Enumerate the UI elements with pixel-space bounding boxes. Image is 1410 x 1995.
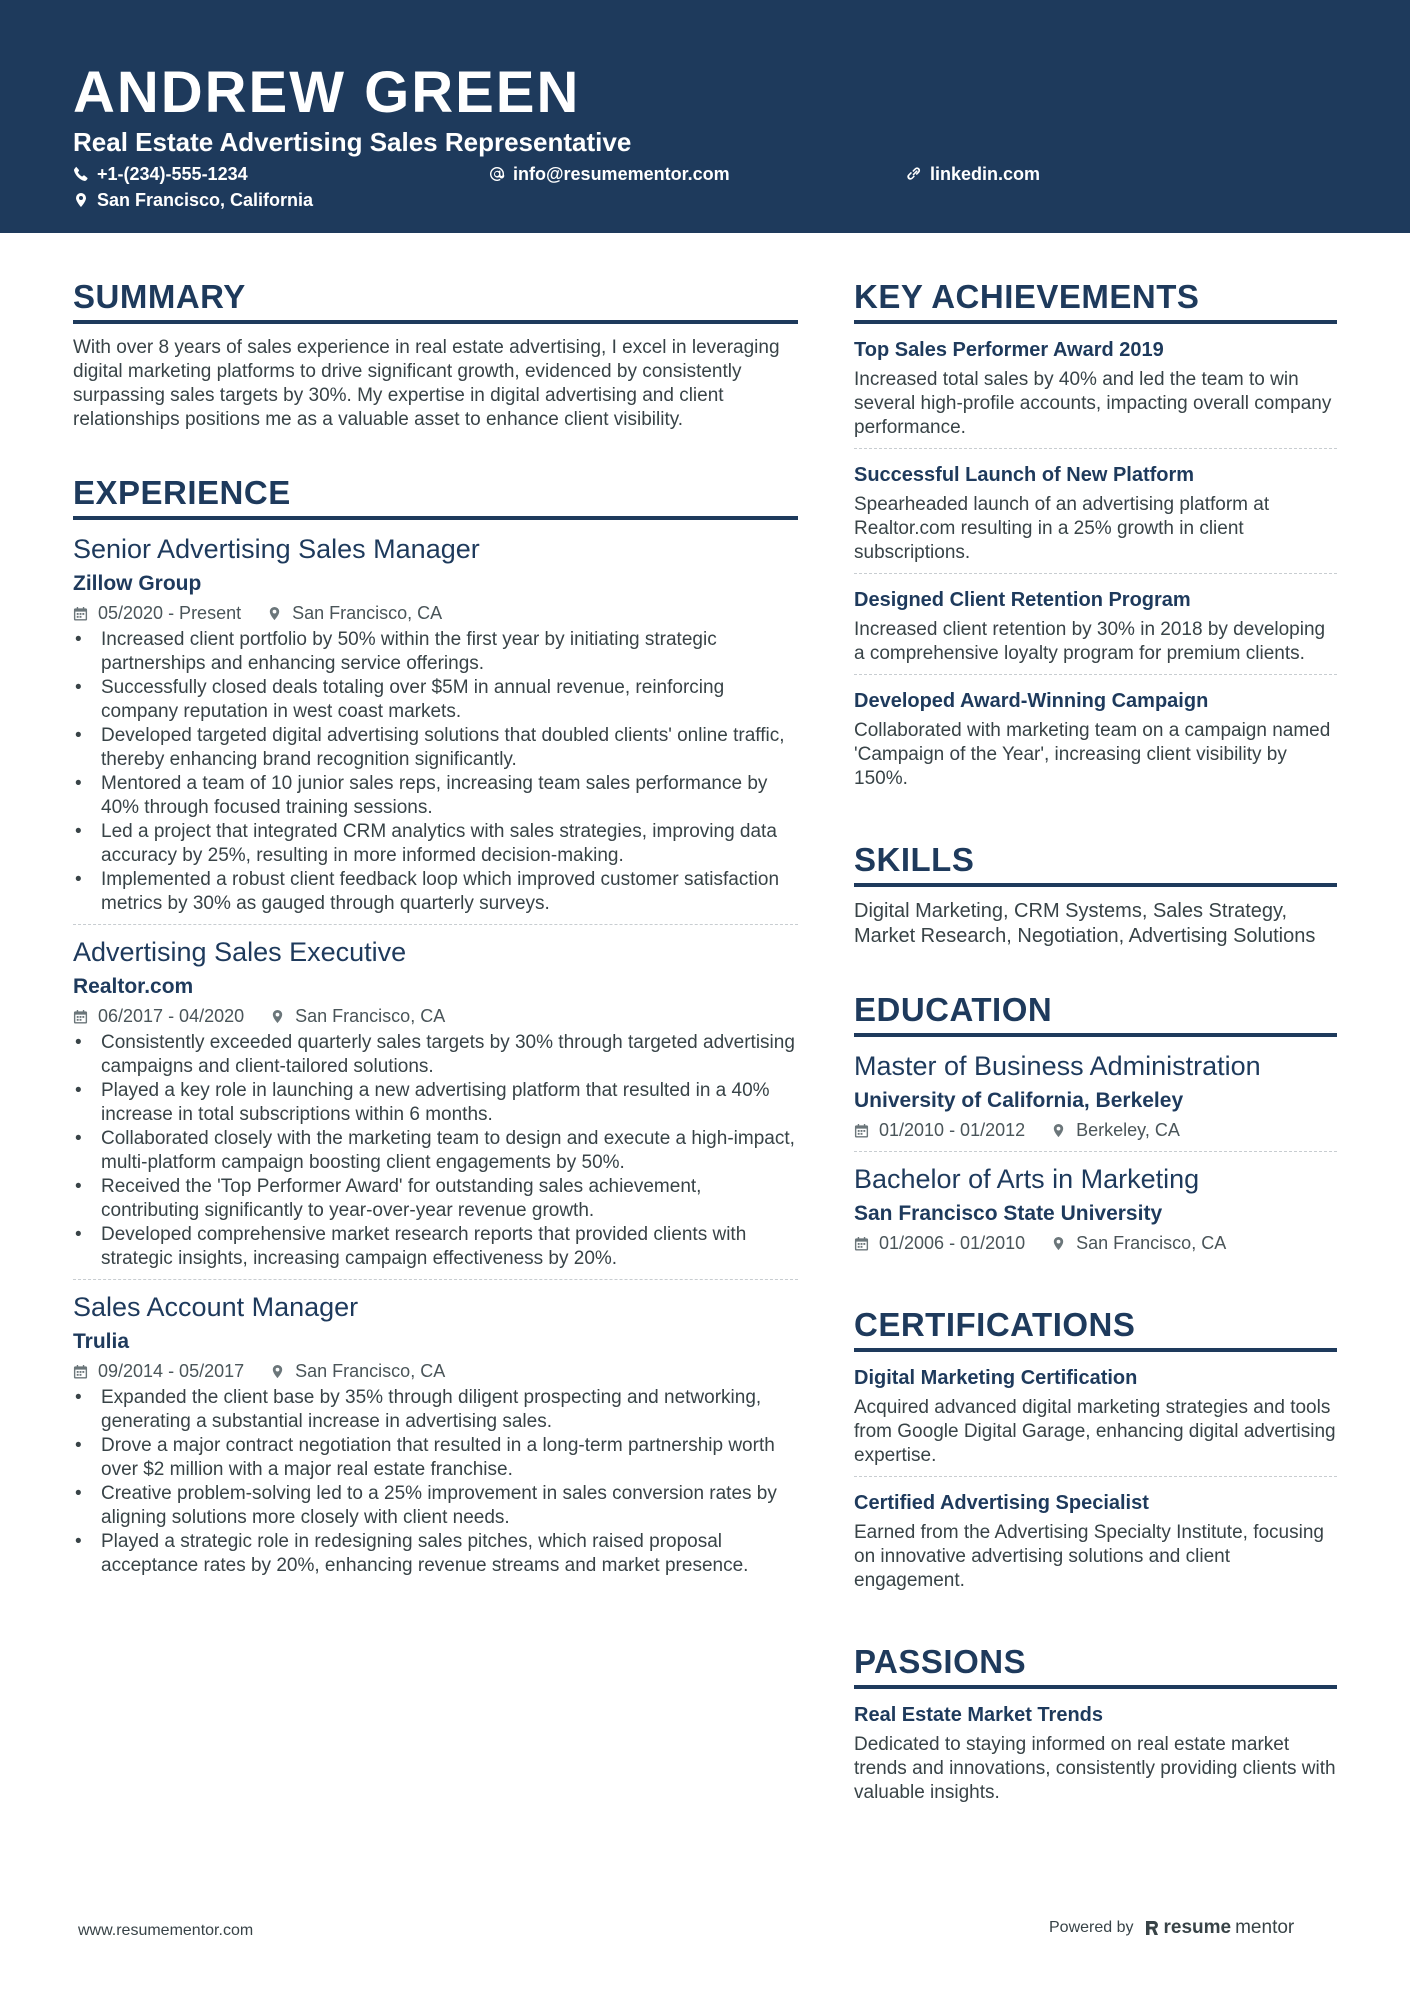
job-title: Sales Account Manager bbox=[73, 1292, 359, 1322]
skills-heading: SKILLS bbox=[854, 839, 1337, 887]
footer-website[interactable]: www.resumementor.com bbox=[78, 1922, 254, 1939]
achievement-desc: Increased client retention by 30% in 2018 by developing a comprehensive loyalty program for premium clients. bbox=[854, 619, 1326, 664]
skills-text: Digital Marketing, CRM Systems, Sales Strategy, Market Research, Negotiation, Advertising Solutions bbox=[854, 900, 1316, 947]
calendar-icon bbox=[73, 606, 88, 621]
location-pin-icon bbox=[267, 606, 282, 621]
certification-title: Certified Advertising Specialist bbox=[854, 1492, 1149, 1514]
achievement-desc: Spearheaded launch of an advertising platform at Realtor.com resulting in a 25% growth in client subscriptions. bbox=[854, 494, 1270, 563]
achievement-title: Developed Award-Winning Campaign bbox=[854, 690, 1209, 712]
job-meta bbox=[73, 1358, 798, 1384]
passion-title: Real Estate Market Trends bbox=[854, 1704, 1103, 1726]
bullet-item: • Increased client portfolio by 50% within the first year by initiating strategic partnerships and enhancing service offerings. bbox=[73, 628, 798, 676]
bullet-item: • Played a strategic role in redesigning sales pitches, which raised proposal acceptance rates by 20%, enhancing revenue streams and market presence. bbox=[73, 1530, 798, 1578]
candidate-name: ANDREW GREEN bbox=[73, 60, 581, 125]
education-dates: 01/2006 - 01/2010 bbox=[879, 1233, 1026, 1253]
job-entry bbox=[73, 532, 798, 925]
summary-text: With over 8 years of sales experience in real estate advertising, I excel in leveraging digital marketing platforms to drive significant growth, evidenced by consistently surpassing sales targets by 30%. My expertise in digital advertising and client relationships positions me as a valuable asset to enhance client visibility. bbox=[73, 337, 780, 430]
bullet-item: • Collaborated closely with the marketing team to design and execute a high-impact, multi-platform campaign boosting client engagements by 50%. bbox=[73, 1127, 798, 1175]
bullet-item: • Developed targeted digital advertising solutions that doubled clients' online traffic, thereby enhancing brand recognition significantly. bbox=[73, 724, 798, 772]
school-name: University of California, Berkeley bbox=[854, 1089, 1184, 1112]
education-dates: 01/2010 - 01/2012 bbox=[879, 1120, 1026, 1140]
achievement-title: Top Sales Performer Award 2019 bbox=[854, 339, 1164, 361]
bullet-item: • Implemented a robust client feedback loop which improved customer satisfaction metrics by 30% as gauged through quarterly surveys. bbox=[73, 868, 798, 916]
bullet-item: • Successfully closed deals totaling over $5M in annual revenue, reinforcing company reputation in west coast markets. bbox=[73, 676, 798, 724]
resume-header bbox=[0, 0, 1410, 233]
contact-email[interactable] bbox=[489, 162, 730, 186]
bullet-item: • Played a key role in launching a new advertising platform that resulted in a 40% increase in total subscriptions within 6 months. bbox=[73, 1079, 798, 1127]
candidate-title: Real Estate Advertising Sales Representative bbox=[73, 127, 632, 157]
job-dates: 05/2020 - Present bbox=[98, 603, 242, 623]
achievements-heading: KEY ACHIEVEMENTS bbox=[854, 276, 1337, 324]
bullet-item: • Drove a major contract negotiation that resulted in a long-term partnership worth over $2 million with a major real estate franchise. bbox=[73, 1434, 798, 1482]
passions-section bbox=[854, 1641, 1337, 1813]
linkedin-text: linkedin.com bbox=[930, 164, 1041, 184]
company-name: Realtor.com bbox=[73, 975, 194, 998]
brand-mark-icon bbox=[1144, 1919, 1160, 1937]
calendar-icon bbox=[73, 1009, 88, 1024]
skills-section bbox=[854, 839, 1337, 949]
achievement-desc: Increased total sales by 40% and led the team to win several high-profile accounts, impacting overall company performance. bbox=[854, 369, 1332, 438]
certification-item bbox=[854, 1364, 1337, 1477]
education-meta bbox=[854, 1117, 1337, 1143]
job-location: San Francisco, CA bbox=[295, 1361, 446, 1381]
education-meta bbox=[854, 1230, 1337, 1256]
location-pin-icon bbox=[270, 1364, 285, 1379]
powered-by-text: Powered by bbox=[1049, 1919, 1134, 1936]
brand-name-light: mentor bbox=[1235, 1917, 1295, 1938]
degree-title: Master of Business Administration bbox=[854, 1051, 1261, 1081]
footer-branding bbox=[1049, 1916, 1294, 1940]
job-dates: 09/2014 - 05/2017 bbox=[98, 1361, 245, 1381]
location-pin-icon bbox=[270, 1009, 285, 1024]
passion-item bbox=[854, 1701, 1337, 1813]
location-pin-icon bbox=[1051, 1123, 1066, 1138]
bullet-item: • Creative problem-solving led to a 25% improvement in sales conversion rates by aligning solutions more closely with client needs. bbox=[73, 1482, 798, 1530]
job-entry bbox=[73, 935, 798, 1280]
summary-heading: SUMMARY bbox=[73, 276, 798, 324]
bullet-item: • Consistently exceeded quarterly sales targets by 30% through targeted advertising campaigns and client-tailored solutions. bbox=[73, 1031, 798, 1079]
right-column bbox=[854, 276, 1337, 1853]
at-icon bbox=[489, 166, 505, 182]
contact-location bbox=[73, 188, 313, 212]
certification-item bbox=[854, 1489, 1337, 1601]
school-name: San Francisco State University bbox=[854, 1202, 1163, 1225]
location-text: San Francisco, California bbox=[97, 190, 314, 210]
phone-text: +1-(234)-555-1234 bbox=[97, 164, 248, 184]
summary-section bbox=[73, 276, 798, 432]
calendar-icon bbox=[73, 1364, 88, 1379]
job-entry bbox=[73, 1290, 798, 1586]
degree-title: Bachelor of Arts in Marketing bbox=[854, 1164, 1200, 1194]
location-pin-icon bbox=[73, 192, 89, 208]
calendar-icon bbox=[854, 1123, 869, 1138]
location-pin-icon bbox=[1051, 1236, 1066, 1251]
left-column bbox=[73, 276, 798, 1626]
bullet-item: • Led a project that integrated CRM analytics with sales strategies, improving data accuracy by 25%, resulting in more informed decision-making. bbox=[73, 820, 798, 868]
experience-heading: EXPERIENCE bbox=[73, 472, 798, 520]
bullet-item: • Mentored a team of 10 junior sales reps, increasing team sales performance by 40% through focused training sessions. bbox=[73, 772, 798, 820]
passions-heading: PASSIONS bbox=[854, 1641, 1337, 1689]
bullet-item: • Expanded the client base by 35% through diligent prospecting and networking, generating a substantial increase in advertising sales. bbox=[73, 1386, 798, 1434]
calendar-icon bbox=[854, 1236, 869, 1251]
link-icon bbox=[906, 166, 922, 182]
contact-linkedin[interactable] bbox=[906, 162, 1040, 186]
education-item bbox=[854, 1162, 1337, 1264]
education-location: Berkeley, CA bbox=[1076, 1120, 1180, 1140]
achievement-item bbox=[854, 586, 1337, 675]
job-location: San Francisco, CA bbox=[295, 1006, 446, 1026]
certification-desc: Earned from the Advertising Specialty Institute, focusing on innovative advertising solutions and client engagement. bbox=[854, 1522, 1324, 1591]
experience-section bbox=[73, 472, 798, 1586]
achievement-desc: Collaborated with marketing team on a campaign named 'Campaign of the Year', increasing client visibility by 150%. bbox=[854, 720, 1331, 789]
job-title: Advertising Sales Executive bbox=[73, 937, 407, 967]
achievement-item bbox=[854, 461, 1337, 574]
certification-title: Digital Marketing Certification bbox=[854, 1367, 1138, 1389]
education-heading: EDUCATION bbox=[854, 989, 1337, 1037]
education-location: San Francisco, CA bbox=[1076, 1233, 1227, 1253]
company-name: Zillow Group bbox=[73, 572, 202, 595]
passion-desc: Dedicated to staying informed on real estate market trends and innovations, consistently providing clients with valuable insights. bbox=[854, 1734, 1336, 1803]
achievement-title: Designed Client Retention Program bbox=[854, 589, 1191, 611]
job-meta bbox=[73, 1003, 798, 1029]
job-location: San Francisco, CA bbox=[292, 603, 443, 623]
bullet-item: • Developed comprehensive market research reports that provided clients with strategic insights, increasing campaign effectiveness by 20%. bbox=[73, 1223, 798, 1271]
achievement-item bbox=[854, 336, 1337, 449]
bullet-item: • Received the 'Top Performer Award' for outstanding sales achievement, contributing significantly to year-over-year revenue growth. bbox=[73, 1175, 798, 1223]
certifications-section bbox=[854, 1304, 1337, 1601]
contact-phone bbox=[73, 162, 248, 186]
education-item bbox=[854, 1049, 1337, 1152]
brand-name-bold: resume bbox=[1163, 1917, 1232, 1938]
job-bullets bbox=[73, 628, 798, 916]
certification-desc: Acquired advanced digital marketing strategies and tools from Google Digital Garage, enhancing digital advertising expertise. bbox=[854, 1397, 1336, 1466]
achievements-section bbox=[854, 276, 1337, 799]
job-meta bbox=[73, 600, 798, 626]
job-bullets bbox=[73, 1386, 798, 1578]
email-text: info@resumementor.com bbox=[513, 164, 730, 184]
phone-icon bbox=[73, 166, 89, 182]
achievement-title: Successful Launch of New Platform bbox=[854, 464, 1195, 486]
job-dates: 06/2017 - 04/2020 bbox=[98, 1006, 245, 1026]
education-section bbox=[854, 989, 1337, 1264]
achievement-item bbox=[854, 687, 1337, 799]
job-title: Senior Advertising Sales Manager bbox=[73, 534, 480, 564]
certifications-heading: CERTIFICATIONS bbox=[854, 1304, 1337, 1352]
company-name: Trulia bbox=[73, 1330, 130, 1353]
brand-logo[interactable] bbox=[1144, 1916, 1295, 1940]
job-bullets bbox=[73, 1031, 798, 1271]
